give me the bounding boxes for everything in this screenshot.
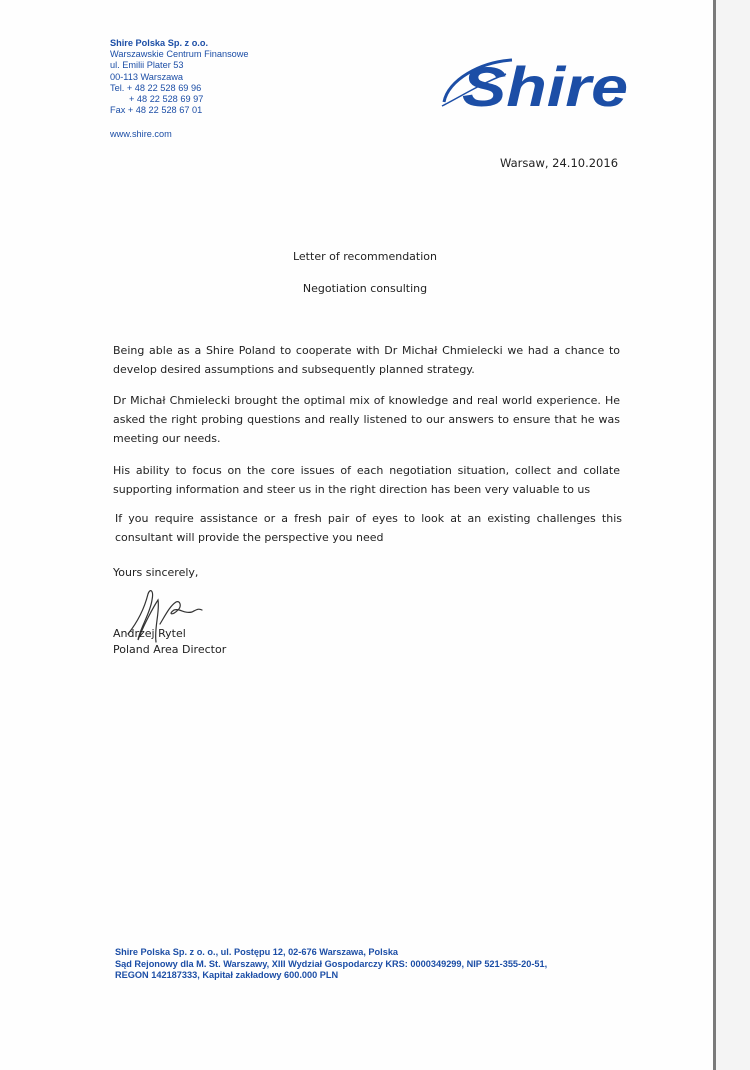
company-name: Shire Polska Sp. z o.o. — [110, 38, 209, 48]
address-line: ul. Emilii Plater 53 — [110, 60, 184, 71]
signatory-name: Andrzej Rytel — [113, 627, 186, 640]
footer-line: Shire Polska Sp. z o. o., ul. Postępu 12, 02-676 Warszawa, Polska — [115, 947, 399, 957]
fax-line: Fax + 48 22 528 67 01 — [110, 105, 203, 116]
body-paragraph: Dr Michał Chmielecki brought the optimal mix of knowledge and real world experience. He asked the right probing questions and really listened to our answers to ensure that he was meeting our needs. — [113, 394, 620, 445]
footer-line: Sąd Rejonowy dla M. St. Warszawy, XIII Wydział Gospodarczy KRS: 0000349299, NIP 521-355-20-51, — [115, 958, 548, 969]
letterhead-footer — [115, 947, 547, 982]
phone-line: + 48 22 528 69 97 — [129, 94, 204, 105]
body-paragraph: Being able as a Shire Poland to cooperate with Dr Michał Chmielecki we had a chance to develop desired assumptions and subsequently planned strategy. — [113, 344, 620, 376]
website-link[interactable]: www.shire.com — [110, 129, 172, 139]
address-line: 00-113 Warszawa — [110, 71, 184, 82]
phone-line: Tel. + 48 22 528 69 96 — [110, 82, 202, 93]
letter-subtitle: Negotiation consulting — [302, 282, 428, 295]
address-line: Warszawskie Centrum Finansowe — [110, 49, 249, 60]
letter-title: Letter of recommendation — [292, 250, 437, 263]
signatory-role: Poland Area Director — [113, 643, 227, 656]
footer-line: REGON 142187333, Kapitał zakładowy 600.000 PLN — [115, 970, 339, 980]
body-paragraph: If you require assistance or a fresh pair of eyes to look at an existing challenges this consultant will provide the perspective you need — [115, 512, 622, 544]
letterhead-address — [110, 38, 249, 116]
page-edge — [713, 0, 716, 1070]
letter-date: Warsaw, 24.10.2016 — [500, 156, 619, 170]
body-paragraph: His ability to focus on the core issues of each negotiation situation, collect and collate supporting information and steer us in the right direction has been very valuable to us — [113, 464, 620, 496]
closing-line: Yours sincerely, — [113, 566, 199, 579]
page-margin — [716, 0, 750, 1070]
logo-wordmark: Shire — [462, 55, 628, 112]
shire-logo — [440, 54, 630, 112]
